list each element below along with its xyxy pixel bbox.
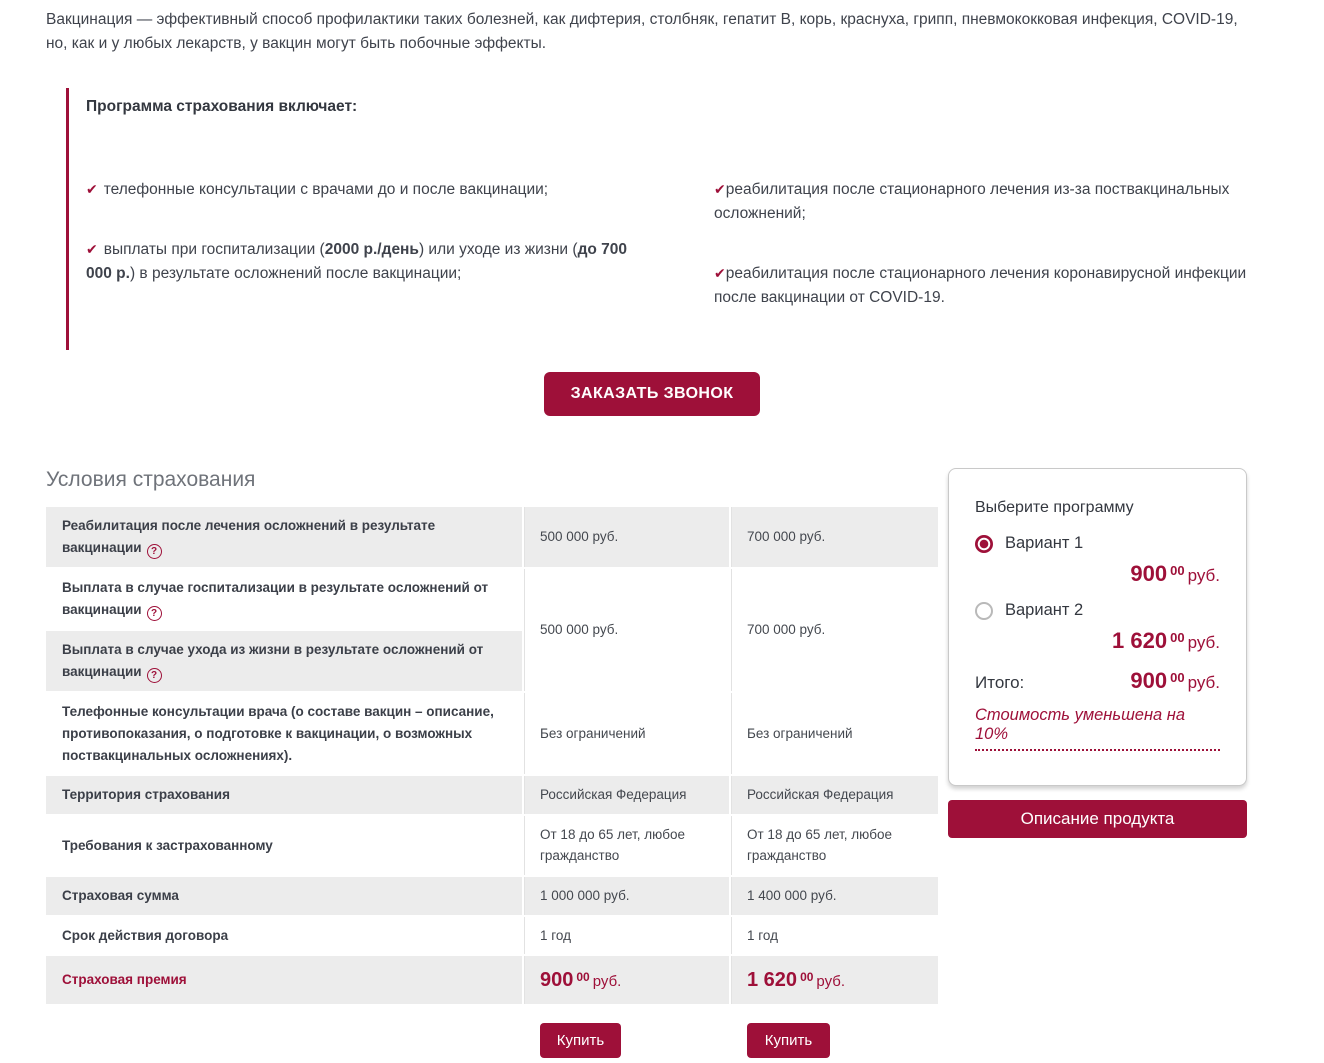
price-currency: руб.	[816, 973, 846, 991]
variant1-value-cell: 1 год	[523, 916, 730, 956]
row-label-cell: Требования к застрахованному	[46, 815, 523, 876]
table-row	[46, 568, 938, 630]
row-label-cell	[46, 630, 523, 692]
row-label-cell: Телефонные консультации врача (о составе вакцин – описание, противопоказания, о подготовке к вакцинации, о возможных поствакцинальных осложнениях).	[46, 692, 523, 775]
total-label: Итого:	[975, 673, 1025, 693]
row-label-cell: Страховая сумма	[46, 876, 523, 916]
price-int: 1 620	[1112, 628, 1168, 654]
table-row	[46, 692, 938, 775]
variant1-value-cell: 500 000 руб.	[523, 507, 730, 568]
radio-label: Вариант 1	[1005, 534, 1084, 553]
benefit-text: телефонные консультации с врачами до и после вакцинации;	[103, 181, 549, 199]
benefit-text-bold: до 700 000 р.	[86, 241, 628, 283]
price-frac: 00	[1170, 562, 1185, 578]
conditions-column	[46, 468, 938, 1063]
conditions-table	[46, 507, 938, 1006]
table-row	[46, 775, 938, 815]
benefit-text: реабилитация после стационарного лечения коронавирусной инфекции после вакцинации от COVID-19.	[714, 265, 1247, 307]
program-title: Программа страхования включает:	[86, 98, 358, 116]
benefit-text-bold: 2000 р./день	[324, 241, 419, 259]
price-currency: руб.	[1187, 633, 1220, 653]
check-icon: ✔	[86, 241, 98, 258]
radio-unselected-icon[interactable]	[975, 602, 993, 620]
row-label: Реабилитация после лечения осложнений в результате вакцинации	[62, 518, 436, 555]
program-block	[66, 88, 1256, 350]
radio-option-variant1[interactable]	[975, 534, 1220, 553]
discount-note-link[interactable]: Стоимость уменьшена на 10%	[975, 706, 1220, 751]
price-frac: 00	[1170, 669, 1185, 685]
variant1-premium-cell	[523, 955, 730, 1005]
row-label-cell: Срок действия договора	[46, 916, 523, 956]
price-currency: руб.	[592, 973, 622, 991]
variant1-value-cell: 1 000 000 руб.	[523, 876, 730, 916]
conditions-title: Условия страхования	[46, 468, 256, 492]
table-row	[46, 815, 938, 876]
variant2-value-cell: Без ограничений	[730, 692, 938, 775]
variant1-price	[975, 561, 1220, 587]
variant1-value-cell: Без ограничений	[523, 692, 730, 775]
check-icon: ✔	[714, 265, 726, 282]
help-icon[interactable]: ?	[147, 606, 162, 621]
order-call-button[interactable]: ЗАКАЗАТЬ ЗВОНОК	[544, 372, 761, 416]
variant2-value-cell: 700 000 руб.	[730, 568, 938, 692]
premium-price	[540, 969, 622, 992]
variant2-value-cell: 1 400 000 руб.	[730, 876, 938, 916]
table-row	[46, 916, 938, 956]
variant2-value-cell: От 18 до 65 лет, любое гражданство	[730, 815, 938, 876]
benefit-item-phone-consult	[86, 178, 646, 202]
benefits-grid	[86, 178, 1256, 346]
row-label-cell: Страховая премия	[46, 955, 523, 1005]
benefit-item-rehab-covid	[714, 262, 1256, 310]
price-frac: 00	[800, 969, 814, 984]
row-label: Выплата в случае госпитализации в результате осложнений от вакцинации	[62, 580, 489, 617]
total-row	[975, 668, 1220, 694]
price-frac: 00	[1170, 629, 1185, 645]
intro-paragraph: Вакцинация — эффективный способ профилактики таких болезней, как дифтерия, столбняк, гепатит В, корь, краснуха, грипп, пневмококковая инфекция, COVID-19, но, как и у любых лекарств, у вакцин могут быть побочные эффекты.	[46, 11, 1238, 53]
variant2-value-cell: Российская Федерация	[730, 775, 938, 815]
price-currency: руб.	[1187, 673, 1220, 693]
premium-price	[747, 969, 846, 992]
benefit-item-payouts	[86, 238, 646, 286]
variant1-value-cell: От 18 до 65 лет, любое гражданство	[523, 815, 730, 876]
buy-variant1-button[interactable]: Купить	[540, 1023, 621, 1058]
price-int: 900	[1130, 668, 1168, 694]
price-int: 900	[1130, 561, 1168, 587]
price-frac: 00	[576, 969, 590, 984]
variant1-value-cell: Российская Федерация	[523, 775, 730, 815]
program-selector-column	[948, 468, 1247, 838]
variant1-value-cell: 500 000 руб.	[523, 568, 730, 692]
benefit-text: ) в результате осложнений после вакцинации;	[129, 265, 462, 283]
row-label-cell	[46, 568, 523, 630]
buy-variant2-button[interactable]: Купить	[747, 1023, 830, 1058]
panel-title: Выберите программу	[975, 499, 1134, 517]
conditions-layout	[46, 468, 1256, 1063]
product-description-button[interactable]: Описание продукта	[948, 800, 1247, 838]
buy-row	[46, 1023, 938, 1063]
price-int: 900	[540, 969, 574, 992]
help-icon[interactable]: ?	[147, 668, 162, 683]
check-icon: ✔	[714, 181, 726, 198]
variant2-value-cell: 1 год	[730, 916, 938, 956]
variant2-value-cell: 700 000 руб.	[730, 507, 938, 568]
benefit-text: выплаты при госпитализации (	[103, 241, 325, 259]
total-price	[1130, 668, 1220, 694]
table-row	[46, 876, 938, 916]
benefits-column-right	[714, 178, 1256, 346]
table-row-premium	[46, 955, 938, 1005]
cta-row	[46, 372, 1258, 416]
benefit-text: ) или уходе из жизни (	[418, 241, 578, 259]
price-currency: руб.	[1187, 566, 1220, 586]
variant2-premium-cell	[730, 955, 938, 1005]
row-label-cell	[46, 507, 523, 568]
benefit-item-rehab	[714, 178, 1256, 226]
row-label: Выплата в случае ухода из жизни в результате осложнений от вакцинации	[62, 642, 484, 679]
benefit-text: реабилитация после стационарного лечения из-за поствакцинальных осложнений;	[714, 181, 1230, 223]
radio-selected-icon[interactable]	[975, 535, 993, 553]
variant2-price	[975, 628, 1220, 654]
table-row	[46, 507, 938, 568]
benefits-column-left	[86, 178, 646, 346]
radio-label: Вариант 2	[1005, 601, 1084, 620]
radio-option-variant2[interactable]	[975, 601, 1220, 620]
row-label-cell: Территория страхования	[46, 775, 523, 815]
help-icon[interactable]: ?	[147, 544, 162, 559]
check-icon: ✔	[86, 181, 98, 198]
price-int: 1 620	[747, 969, 798, 992]
program-selector-panel	[948, 468, 1247, 786]
